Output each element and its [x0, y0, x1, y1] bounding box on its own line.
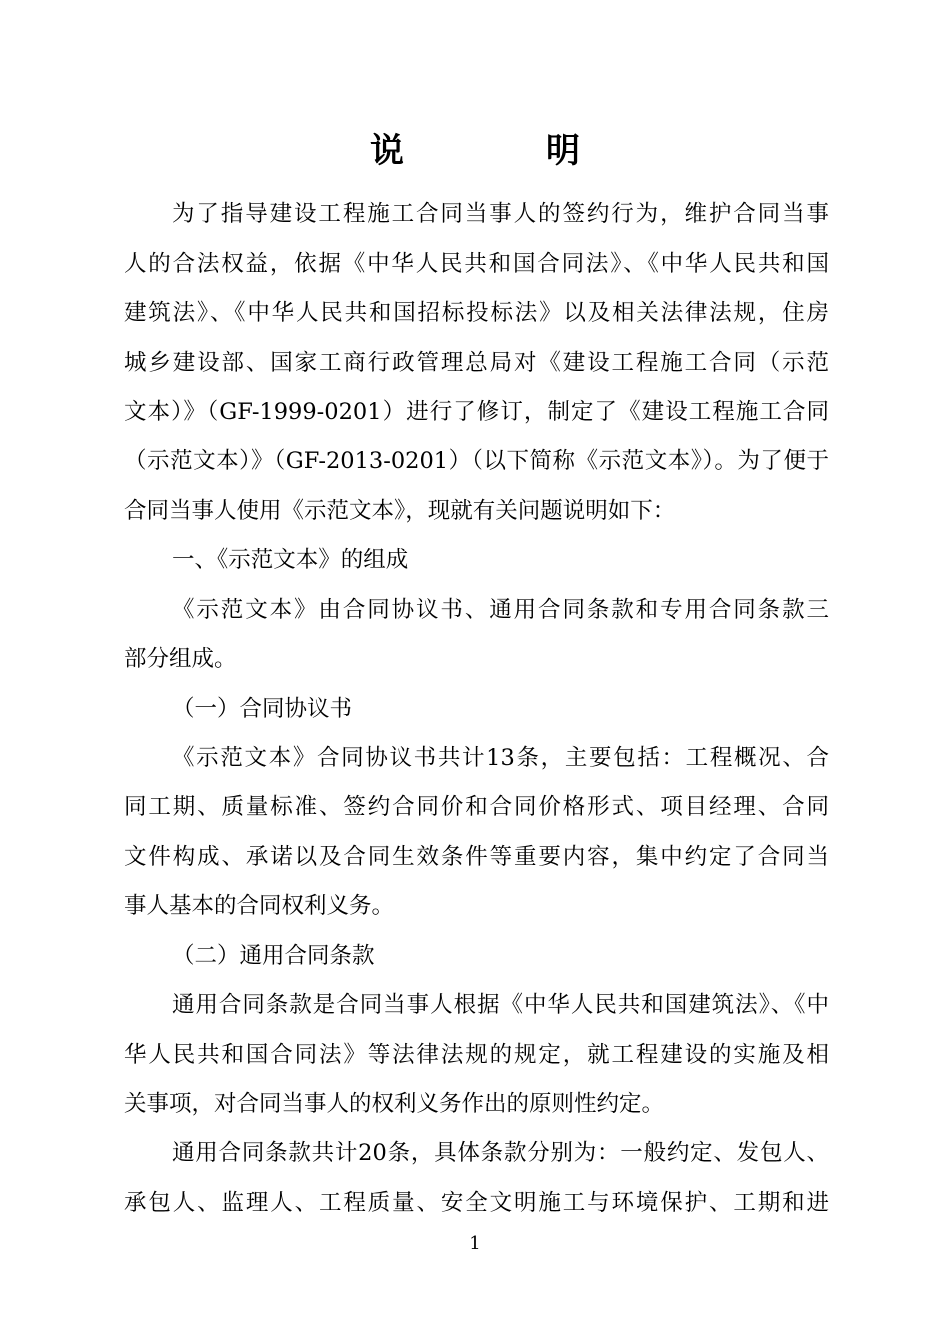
- text-line: 文本）》（GF-1999-0201）进行了修订，制定了《建设工程施工合同: [124, 399, 829, 425]
- section-heading: 一、《示范文本》的组成: [172, 547, 409, 573]
- text-line: 文件构成、承诺以及合同生效条件等重要内容，集中约定了合同当: [124, 844, 829, 870]
- text-line: 事人基本的合同权利义务。: [124, 893, 395, 919]
- text-line: （示范文本）》（GF-2013-0201）（以下简称《示范文本》）。为了便于: [124, 448, 829, 474]
- text-line: 承包人、监理人、工程质量、安全文明施工与环境保护、工期和进: [124, 1190, 829, 1216]
- text-line: 关事项，对合同当事人的权利义务作出的原则性约定。: [124, 1091, 665, 1117]
- text-line: 通用合同条款共计20条，具体条款分别为：一般约定、发包人、: [172, 1140, 829, 1166]
- subsection-heading: （二）通用合同条款: [172, 943, 375, 969]
- page-number: 1: [469, 1233, 481, 1254]
- text-line: 为了指导建设工程施工合同当事人的签约行为，维护合同当事: [172, 201, 829, 227]
- text-line: 华人民共和国合同法》等法律法规的规定，就工程建设的实施及相: [124, 1042, 829, 1068]
- page-title: 说 明: [370, 131, 634, 171]
- text-line: 城乡建设部、国家工商行政管理总局对《建设工程施工合同（示范: [124, 350, 829, 376]
- text-line: 人的合法权益，依据《中华人民共和国合同法》、《中华人民共和国: [124, 251, 829, 277]
- text-line: 通用合同条款是合同当事人根据《中华人民共和国建筑法》、《中: [172, 992, 829, 1018]
- subsection-heading: （一）合同协议书: [172, 696, 353, 722]
- text-line: 《示范文本》由合同协议书、通用合同条款和专用合同条款三: [172, 597, 829, 623]
- text-line: 合同当事人使用《示范文本》，现就有关问题说明如下：: [124, 498, 676, 524]
- text-line: 建筑法》、《中华人民共和国招标投标法》以及相关法律法规，住房: [124, 300, 829, 326]
- text-line: 《示范文本》合同协议书共计13条，主要包括：工程概况、合: [172, 745, 829, 771]
- text-line: 部分组成。: [124, 646, 237, 672]
- text-line: 同工期、质量标准、签约合同价和合同价格形式、项目经理、合同: [124, 794, 829, 820]
